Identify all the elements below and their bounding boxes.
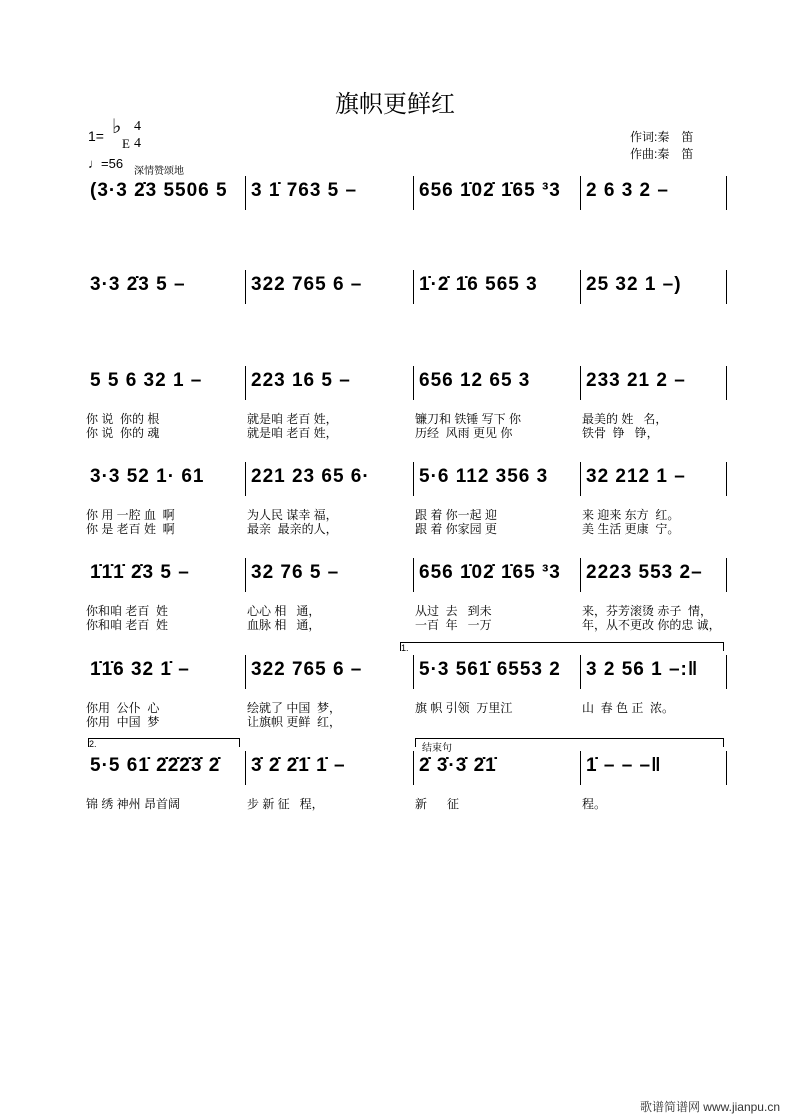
flat-icon: ♭ <box>112 116 122 138</box>
measure: 1̇1̇1̇ 2̇3 5 – <box>90 562 190 583</box>
lyric-text: 你和咱 老百 姓 <box>86 618 169 632</box>
lyric-text: 你 用 一腔 血 啊 <box>86 508 175 522</box>
lyric-text: 来 迎来 东方 红。 <box>582 508 680 522</box>
barline <box>726 176 727 210</box>
barline <box>726 366 727 400</box>
lyric-text: 年，从不更改 你的忠 诚， <box>582 618 721 632</box>
lyric-text: 你用 中国 梦 <box>86 715 160 729</box>
lyrics-line <box>84 410 726 424</box>
lyric-text: 从过 去 到未 <box>415 604 492 618</box>
lyricist-credit: 作词:秦 笛 <box>630 130 694 144</box>
lyric-text: 程。 <box>582 797 607 811</box>
tempo-marking: ♩=56 <box>88 156 124 171</box>
measure: 223 16 5 – <box>251 370 351 391</box>
lyric-text: 最美的 姓 名， <box>582 412 668 426</box>
notes-row <box>84 274 726 302</box>
volta-2-label: 2. <box>89 739 97 749</box>
measure: 5·3 561̇ 6553 2 <box>419 659 561 680</box>
measure: 25 32 1 –) <box>586 274 682 295</box>
lyric-text: 美 生活 更康 宁。 <box>582 522 680 536</box>
music-system <box>84 755 726 809</box>
ending-bracket <box>415 738 724 754</box>
lyric-text: 让旗帜 更鲜 红， <box>247 715 342 729</box>
measure: 3·3 52 1· 61 <box>90 466 205 487</box>
measure: 2223 553 2– <box>586 562 703 583</box>
lyric-text: 山 春 色 正 浓。 <box>582 701 675 715</box>
volta-1 <box>400 642 724 651</box>
barline <box>726 270 727 304</box>
measure: 32 212 1 – <box>586 466 686 487</box>
notes-row <box>84 370 726 398</box>
music-system <box>84 180 726 220</box>
lyric-text: 铁骨 铮 铮， <box>582 426 659 440</box>
lyric-text: 最亲 最亲的人， <box>247 522 338 536</box>
lyric-text: 锦 绣 神州 昂首阔 <box>86 797 181 811</box>
measure: 233 21 2 – <box>586 370 686 391</box>
barline <box>726 462 727 496</box>
lyric-text: 步 新 征 程， <box>247 797 324 811</box>
lyric-text: 镰刀和 铁锤 写下 你 <box>415 412 522 426</box>
lyrics-line <box>84 699 726 713</box>
measure: 656 1̇02̇ 1̇65 ³3 <box>419 562 561 583</box>
lyric-text: 旗 帜 引领 万里江 <box>415 701 513 715</box>
measure: 656 12 65 3 <box>419 370 531 391</box>
lyric-text: 你 是 老百 姓 啊 <box>86 522 175 536</box>
lyrics-line <box>84 713 726 727</box>
lyric-text: 绘就了 中国 梦， <box>247 701 342 715</box>
notes-row <box>84 466 726 494</box>
time-bottom: 4 <box>134 136 141 151</box>
music-system <box>84 659 726 727</box>
lyrics-line <box>84 520 726 534</box>
measure: 2 6 3 2 – <box>586 180 669 201</box>
time-top: 4 <box>134 119 141 134</box>
barline <box>726 558 727 592</box>
barline <box>726 751 727 785</box>
lyrics-line <box>84 616 726 630</box>
song-title: 旗帜更鲜红 <box>335 90 455 118</box>
music-system <box>84 466 726 534</box>
notes-row <box>84 659 726 687</box>
measure: 1̇·2̇ 1̇6 565 3 <box>419 274 538 295</box>
barline <box>726 655 727 689</box>
lyric-text: 你和咱 老百 姓 <box>86 604 169 618</box>
measure: (3·3 2̇3 5506 5 <box>90 180 228 201</box>
watermark: 歌谱简谱网 www.jianpu.cn <box>639 1100 780 1114</box>
key-signature: 1= <box>88 128 104 144</box>
measure: 3̇ 2̇ 2̇1̇ 1̇ – <box>251 755 346 776</box>
measure: 3·3 2̇3 5 – <box>90 274 186 295</box>
lyric-text: 跟 着 你家园 更 <box>415 522 498 536</box>
measure: 5·6 112 356 3 <box>419 466 549 487</box>
lyric-text: 一百 年 一万 <box>415 618 492 632</box>
lyrics-line <box>84 424 726 438</box>
ending-label: 结束句 <box>422 743 452 754</box>
lyric-text: 就是咱 老百 姓， <box>247 412 338 426</box>
music-system <box>84 370 726 438</box>
lyric-text: 来，芬芳滚烫 赤子 情， <box>582 604 713 618</box>
measure: 32 76 5 – <box>251 562 340 583</box>
measure: 2̇ 3̇·3̇ 2̇1̇ <box>419 755 497 776</box>
volta-2 <box>88 738 240 747</box>
lyric-text: 你用 公仆 心 <box>86 701 160 715</box>
lyric-text: 心心 相 通， <box>247 604 321 618</box>
lyrics-line <box>84 795 726 809</box>
time-signature <box>134 118 141 152</box>
notes-row <box>84 755 726 783</box>
lyric-text: 你 说 你的 魂 <box>86 426 160 440</box>
measure: 322 765 6 – <box>251 274 363 295</box>
key-note: E <box>122 136 130 151</box>
lyric-text: 血脉 相 通， <box>247 618 321 632</box>
measure: 5 5 6 32 1 – <box>90 370 203 391</box>
lyric-text: 为人民 谋幸 福， <box>247 508 338 522</box>
lyric-text: 你 说 你的 根 <box>86 412 160 426</box>
lyric-text: 就是咱 老百 姓， <box>247 426 338 440</box>
lyric-text: 跟 着 你一起 迎 <box>415 508 498 522</box>
composer-credit: 作曲:秦 笛 <box>630 147 694 161</box>
measure: 3 2 56 1 –:‖ <box>586 659 699 680</box>
measure: 1̇ – – –‖ <box>586 755 662 776</box>
volta-1-label: 1. <box>401 643 409 653</box>
lyric-text: 历经 风雨 更见 你 <box>415 426 513 440</box>
music-system <box>84 562 726 630</box>
music-system <box>84 274 726 314</box>
notes-row <box>84 562 726 590</box>
lyric-text: 新 征 <box>415 797 460 811</box>
expression-marking: 深情赞颂地 <box>134 166 184 177</box>
measure: 5·5 61̇ 2̇2̇2̇3̇ 2̇ <box>90 755 221 776</box>
notes-row <box>84 180 726 208</box>
lyrics-line <box>84 602 726 616</box>
measure: 221 23 65 6· <box>251 466 370 487</box>
measure: 656 1̇02̇ 1̇65 ³3 <box>419 180 561 201</box>
lyrics-line <box>84 506 726 520</box>
measure: 1̇1̇6 32 1̇ – <box>90 659 190 680</box>
measure: 322 765 6 – <box>251 659 363 680</box>
measure: 3 1̇ 763 5 – <box>251 180 358 201</box>
